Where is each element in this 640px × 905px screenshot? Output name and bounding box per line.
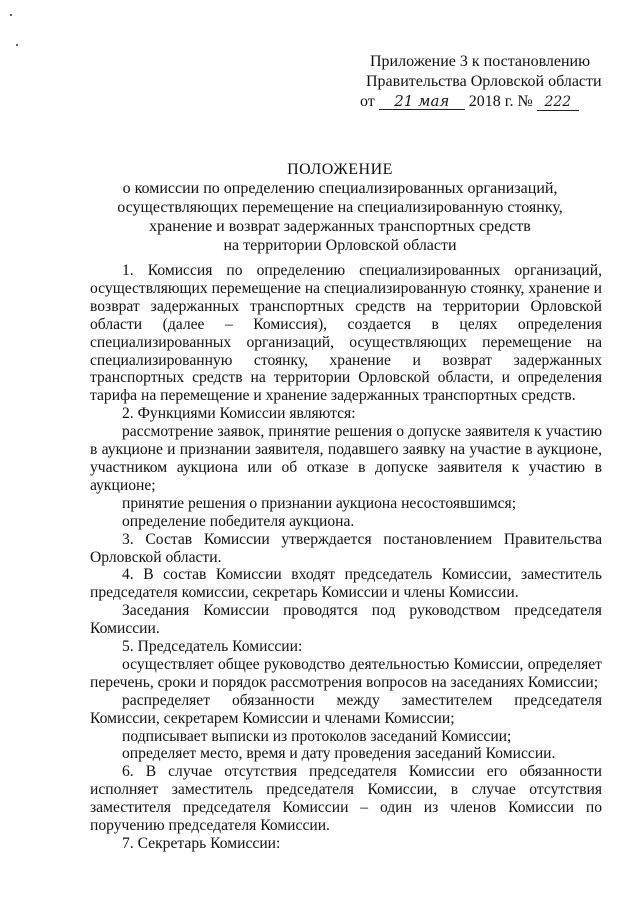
document-title (80, 160, 600, 255)
chairman-signs-extracts: подписывает выписки из протоколов заседаний Комиссии; (122, 727, 512, 745)
title-line-3: хранение и возврат задержанных транспортных средств (149, 218, 531, 235)
appendix-date-line (358, 92, 628, 112)
paragraph-6-deputy: 6. В случае отсутствия председателя Комиссии его обязанности исполняет заместитель председателя Комиссии, в случае отсутствия заместителя председателя Комиссии – один из членов Комиссии по поручению председателя Комиссии. (90, 763, 602, 835)
appendix-header (358, 52, 628, 112)
from-label: от (360, 93, 375, 110)
chairman-sets-meetings: определяет место, время и дату проведения заседаний Комиссии. (122, 745, 556, 763)
chairman-general-management: осуществляет общее руководство деятельностью Комиссии, определяет перечень, сроки и порядок рассмотрения вопросов на заседаниях Комиссии; (90, 655, 602, 691)
handwritten-date: 21 мая (379, 93, 465, 110)
paragraph-2-functions: 2. Функциями Комиссии являются: (122, 405, 356, 423)
number-label: № (517, 93, 533, 110)
appendix-line-2: Правительства Орловской области (366, 73, 602, 90)
paragraph-3-composition: 3. Состав Комиссии утверждается постановлением Правительства Орловской области. (90, 530, 602, 566)
paragraph-7-secretary: 7. Секретарь Комиссии: (122, 835, 281, 852)
title-line-2: осуществляющих перемещение на специализированную стоянку, (117, 199, 563, 216)
scan-speck (16, 44, 18, 46)
function-determine-winner: определение победителя аукциона. (122, 512, 355, 530)
chairman-distributes-duties: распределяет обязанности между заместителем председателя Комиссии, секретарем Комиссии и членами Комиссии; (90, 691, 602, 727)
paragraph-1-purpose: 1. Комиссия по определению специализированных организаций, осуществляющих перемещение на специализированную стоянку, хранение и возврат задержанных транспортных средств на территории Орловской области (далее – Комиссия), создается в целях определения специализированных организаций, осуществляющих перемещение на специализированную стоянку, хранение и возврат задержанных транспортных средств на территории Орловской области, и определения тарифа на перемещение и хранение задержанных транспортных средств. (90, 262, 602, 405)
document-body (90, 262, 602, 853)
scan-speck (10, 14, 12, 16)
appendix-line-1: Приложение 3 к постановлению (370, 53, 591, 70)
year-text: 2018 г. (468, 93, 514, 110)
function-review-applications: рассмотрение заявок, принятие решения о допуске заявителя к участию в аукционе и признании заявителя, подавшего заявку на участие в аукционе, участником аукциона или об отказе в допуске заявителя к участию в аукционе; (90, 423, 602, 494)
title-line-1: о комиссии по определению специализированных организаций, (122, 180, 558, 197)
title-line-4: на территории Орловской области (223, 237, 457, 254)
paragraph-5-chairman: 5. Председатель Комиссии: (122, 638, 303, 656)
paragraph-4-members: 4. В состав Комиссии входят председатель Комиссии, заместитель председателя комиссии, секретарь Комиссии и члены Комиссии. (90, 566, 602, 602)
handwritten-number: 222 (537, 94, 579, 111)
title-main: ПОЛОЖЕНИЕ (287, 161, 393, 178)
function-auction-failed: принятие решения о признании аукциона несостоявшимся; (122, 494, 517, 512)
meetings-leadership: Заседания Комиссии проводятся под руководством председателя Комиссии. (90, 602, 602, 638)
